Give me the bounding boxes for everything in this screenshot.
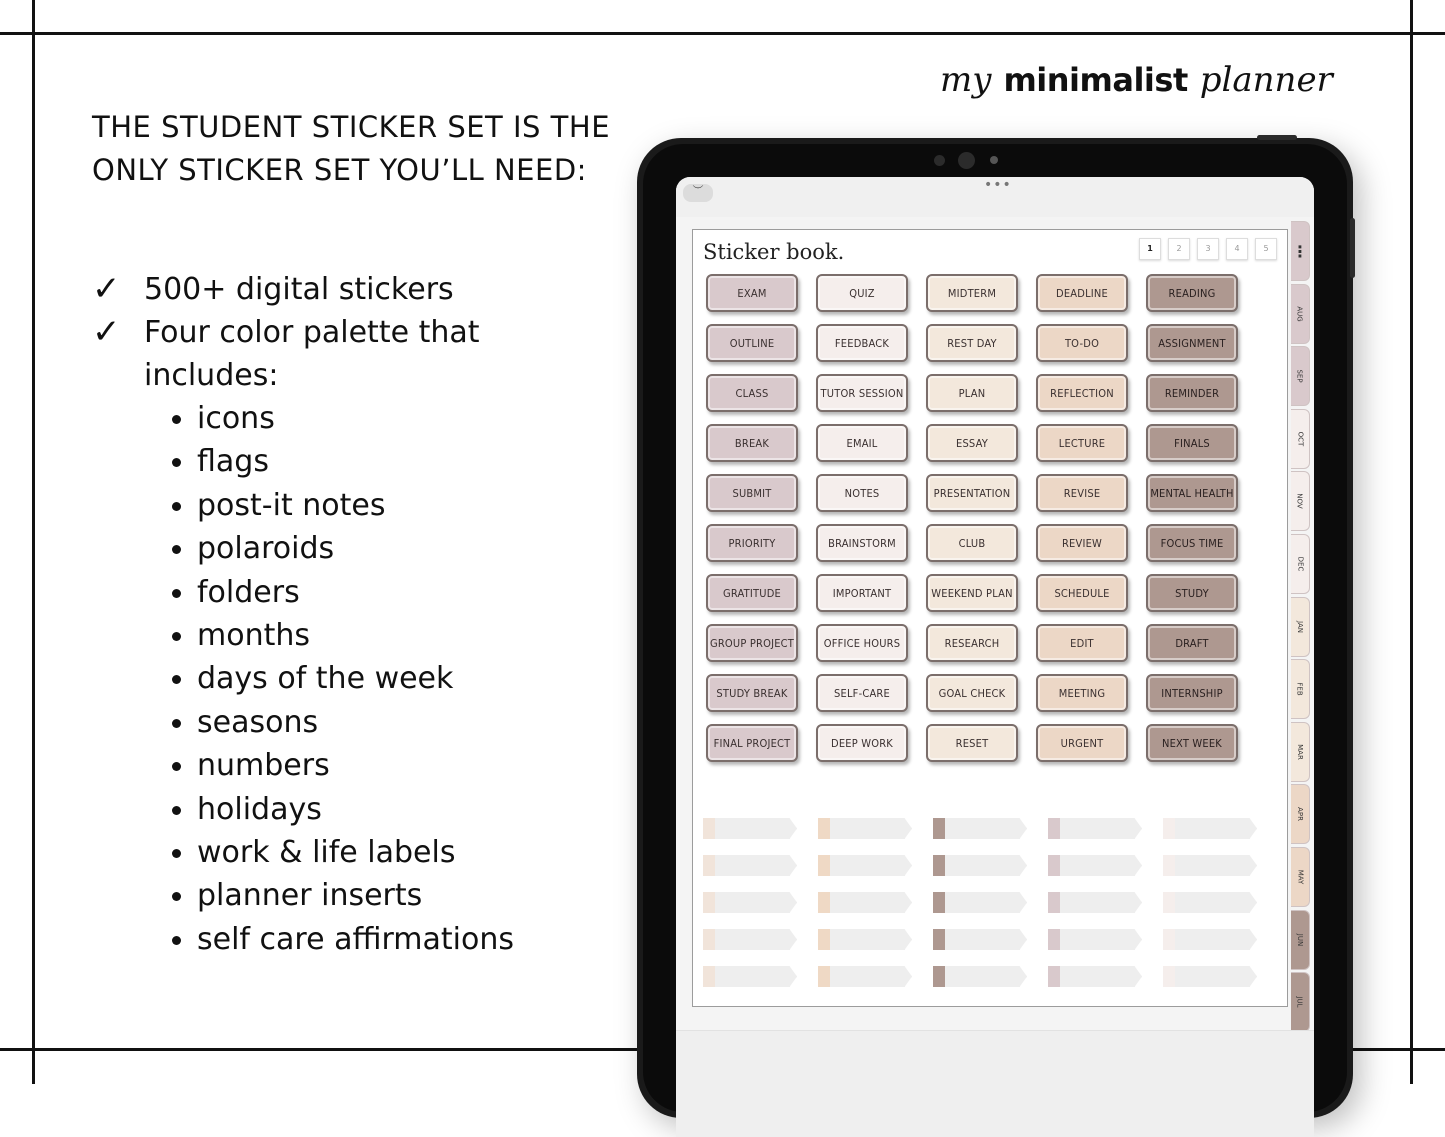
volume-button: [1350, 218, 1355, 278]
sticker-self-care[interactable]: SELF-CARE: [816, 674, 908, 712]
page-tab-5[interactable]: 5: [1255, 238, 1277, 260]
sticker-email[interactable]: EMAIL: [816, 424, 908, 462]
included-item: months: [172, 614, 612, 657]
frame-line-top: [0, 32, 1445, 35]
more-dots-icon[interactable]: •••: [984, 177, 1012, 193]
included-item: numbers: [172, 744, 612, 787]
flag-sticker[interactable]: [1163, 929, 1257, 950]
more-vertical-icon[interactable]: ⋮: [1291, 221, 1310, 281]
sticker-meeting[interactable]: MEETING: [1036, 674, 1128, 712]
month-tab-oct[interactable]: [1291, 409, 1310, 469]
month-tab-label: NOV: [1295, 493, 1304, 510]
sticker-urgent[interactable]: URGENT: [1036, 724, 1128, 762]
sticker-schedule[interactable]: SCHEDULE: [1036, 574, 1128, 612]
sticker-to-do[interactable]: TO-DO: [1036, 324, 1128, 362]
flag-sticker[interactable]: [1163, 892, 1257, 913]
flag-sticker[interactable]: [818, 818, 912, 839]
flag-sticker[interactable]: [933, 966, 1027, 987]
sticker-edit[interactable]: EDIT: [1036, 624, 1128, 662]
feature-item: [92, 268, 612, 311]
check-mark-icon: ✓: [92, 312, 121, 352]
flag-sticker[interactable]: [933, 818, 1027, 839]
flag-sticker[interactable]: [818, 929, 912, 950]
sticker-class[interactable]: CLASS: [706, 374, 798, 412]
sticker-deadline[interactable]: DEADLINE: [1036, 274, 1128, 312]
sticker-brainstorm[interactable]: BRAINSTORM: [816, 524, 908, 562]
month-tab-apr[interactable]: [1291, 784, 1310, 844]
sticker-research[interactable]: RESEARCH: [926, 624, 1018, 662]
headline: THE STUDENT STICKER SET IS THE ONLY STICKER SET YOU’LL NEED:: [92, 110, 611, 187]
page-number-tabs: [1139, 238, 1277, 260]
sticker-focus-time[interactable]: FOCUS TIME: [1146, 524, 1238, 562]
sticker-goal-check[interactable]: GOAL CHECK: [926, 674, 1018, 712]
sticker-deep-work[interactable]: DEEP WORK: [816, 724, 908, 762]
flag-sticker[interactable]: [1048, 966, 1142, 987]
sticker-outline[interactable]: OUTLINE: [706, 324, 798, 362]
sticker-priority[interactable]: PRIORITY: [706, 524, 798, 562]
flag-sticker[interactable]: [1163, 818, 1257, 839]
sticker-draft[interactable]: DRAFT: [1146, 624, 1238, 662]
sticker-weekend-plan[interactable]: WEEKEND PLAN: [926, 574, 1018, 612]
included-item: icons: [172, 397, 612, 440]
month-tab-label: DEC: [1295, 556, 1304, 572]
included-item: self care affirmations: [172, 918, 612, 961]
sticker-feedback[interactable]: FEEDBACK: [816, 324, 908, 362]
sticker-office-hours[interactable]: OFFICE HOURS: [816, 624, 908, 662]
sticker-club[interactable]: CLUB: [926, 524, 1018, 562]
month-tab-nov[interactable]: [1291, 471, 1310, 531]
frame-line-left: [32, 0, 35, 1084]
sticker-study-break[interactable]: STUDY BREAK: [706, 674, 798, 712]
flag-sticker[interactable]: [1163, 966, 1257, 987]
power-button: [1257, 135, 1297, 140]
included-list: [92, 397, 612, 961]
sticker-gratitude[interactable]: GRATITUDE: [706, 574, 798, 612]
sticker-lecture[interactable]: LECTURE: [1036, 424, 1128, 462]
check-mark-icon: ✓: [92, 269, 121, 309]
sticker-plan[interactable]: PLAN: [926, 374, 1018, 412]
sticker-reading[interactable]: READING: [1146, 274, 1238, 312]
flag-sticker[interactable]: [933, 855, 1027, 876]
sticker-next-week[interactable]: NEXT WEEK: [1146, 724, 1238, 762]
page-tab-1[interactable]: 1: [1139, 238, 1161, 260]
feature-text: Four color palette that includes:: [144, 315, 480, 393]
tablet-device: [637, 138, 1353, 1118]
logo-word-minimalist: minimalist: [1003, 61, 1188, 99]
sticker-study[interactable]: STUDY: [1146, 574, 1238, 612]
month-tab-label: JUN: [1296, 933, 1304, 946]
sticker-group-project[interactable]: GROUP PROJECT: [706, 624, 798, 662]
included-item: work & life labels: [172, 831, 612, 874]
sticker-mental-health[interactable]: MENTAL HEALTH: [1146, 474, 1238, 512]
month-tab-dec[interactable]: [1291, 534, 1310, 594]
included-item: holidays: [172, 788, 612, 831]
month-tab-strip: [1291, 221, 1311, 1035]
month-tab-label: APR: [1296, 807, 1304, 822]
page-tab-3[interactable]: 3: [1197, 238, 1219, 260]
included-item: planner inserts: [172, 874, 612, 917]
camera-sensor: [990, 156, 998, 164]
sticker-assignment[interactable]: ASSIGNMENT: [1146, 324, 1238, 362]
included-item: folders: [172, 571, 612, 614]
included-item: days of the week: [172, 657, 612, 700]
feature-item: [92, 311, 612, 397]
sticker-grid: [706, 274, 1256, 762]
sticker-internship[interactable]: INTERNSHIP: [1146, 674, 1238, 712]
included-item: polaroids: [172, 527, 612, 570]
flag-sticker[interactable]: [933, 892, 1027, 913]
included-item: flags: [172, 440, 612, 483]
sticker-reminder[interactable]: REMINDER: [1146, 374, 1238, 412]
sticker-important[interactable]: IMPORTANT: [816, 574, 908, 612]
sticker-book-page: [692, 229, 1288, 1007]
month-tab-label: FEB: [1295, 682, 1304, 696]
sticker-rest-day[interactable]: REST DAY: [926, 324, 1018, 362]
page-title: Sticker book.: [703, 240, 845, 264]
frame-line-right: [1410, 0, 1413, 1084]
month-tab-label: JUL: [1296, 996, 1304, 1008]
month-tab-label: OCT: [1296, 431, 1304, 447]
month-tab-label: AUG: [1296, 305, 1304, 322]
included-item: post-it notes: [172, 484, 612, 527]
feature-list: [92, 268, 612, 961]
month-tab-label: MAY: [1296, 869, 1304, 885]
flag-sticker[interactable]: [1048, 818, 1142, 839]
month-tab-jun[interactable]: [1291, 910, 1310, 970]
month-tab-may[interactable]: [1291, 847, 1310, 907]
flag-sticker[interactable]: [818, 892, 912, 913]
flag-sticker[interactable]: [703, 855, 797, 876]
flag-sticker-grid: [703, 818, 1278, 987]
month-tab-aug[interactable]: [1291, 284, 1310, 344]
sticker-submit[interactable]: SUBMIT: [706, 474, 798, 512]
flag-sticker[interactable]: [703, 892, 797, 913]
flag-sticker[interactable]: [818, 855, 912, 876]
feature-text: 500+ digital stickers: [144, 272, 454, 307]
sticker-notes[interactable]: NOTES: [816, 474, 908, 512]
sticker-reflection[interactable]: REFLECTION: [1036, 374, 1128, 412]
month-tab-mar[interactable]: [1291, 722, 1310, 782]
logo-word-my: my: [940, 60, 992, 100]
flag-sticker[interactable]: [1048, 892, 1142, 913]
sticker-midterm[interactable]: MIDTERM: [926, 274, 1018, 312]
sticker-tutor-session[interactable]: TUTOR SESSION: [816, 374, 908, 412]
month-tab-label: JAN: [1296, 620, 1304, 633]
sticker-reset[interactable]: RESET: [926, 724, 1018, 762]
brand-logo: [940, 60, 1360, 120]
flag-sticker[interactable]: [933, 929, 1027, 950]
sticker-exam[interactable]: EXAM: [706, 274, 798, 312]
flag-sticker[interactable]: [1048, 855, 1142, 876]
month-tab-jul[interactable]: [1291, 972, 1310, 1032]
page-tab-2[interactable]: 2: [1168, 238, 1190, 260]
camera-dot: [934, 155, 945, 166]
flag-sticker[interactable]: [1163, 855, 1257, 876]
flag-sticker[interactable]: [703, 818, 797, 839]
app-toolbar: [676, 177, 1314, 217]
sticker-finals[interactable]: FINALS: [1146, 424, 1238, 462]
sticker-presentation[interactable]: PRESENTATION: [926, 474, 1018, 512]
flag-sticker[interactable]: [703, 966, 797, 987]
page-tab-4[interactable]: 4: [1226, 238, 1248, 260]
month-tab-label: SEP: [1296, 369, 1304, 383]
sticker-review[interactable]: REVIEW: [1036, 524, 1128, 562]
chevron-down-icon[interactable]: ︶: [683, 184, 713, 202]
tablet-screen: [676, 177, 1314, 1137]
month-tab-feb[interactable]: [1291, 659, 1310, 719]
sticker-essay[interactable]: ESSAY: [926, 424, 1018, 462]
sticker-final-project[interactable]: FINAL PROJECT: [706, 724, 798, 762]
month-tab-sep[interactable]: [1291, 346, 1310, 406]
month-tab-label: MAR: [1295, 743, 1304, 760]
flag-sticker[interactable]: [1048, 929, 1142, 950]
sticker-revise[interactable]: REVISE: [1036, 474, 1128, 512]
included-item: seasons: [172, 701, 612, 744]
month-tab-jan[interactable]: [1291, 597, 1310, 657]
sticker-break[interactable]: BREAK: [706, 424, 798, 462]
flag-sticker[interactable]: [703, 929, 797, 950]
sticker-quiz[interactable]: QUIZ: [816, 274, 908, 312]
camera-lens: [958, 152, 975, 169]
flag-sticker[interactable]: [818, 966, 912, 987]
logo-word-planner: planner: [1199, 60, 1333, 100]
